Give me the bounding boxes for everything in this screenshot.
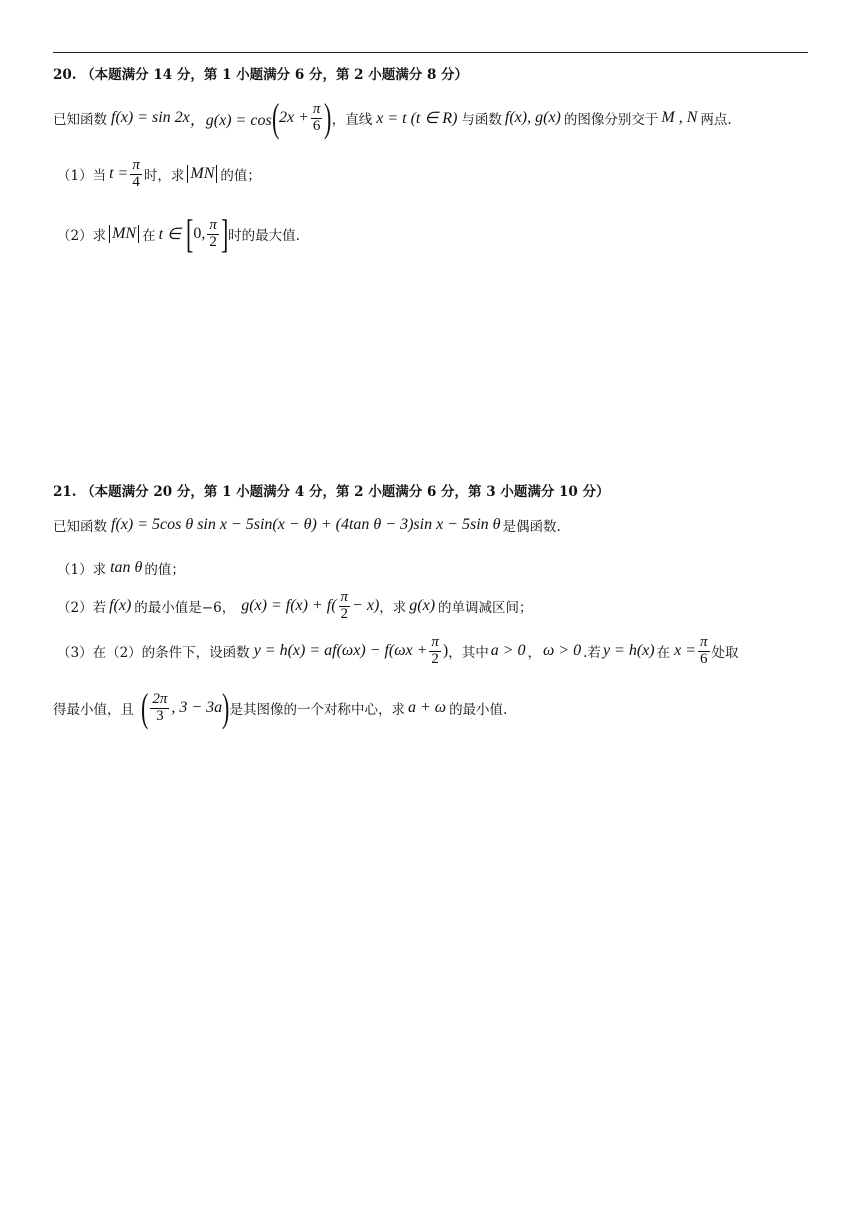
q21-part3: （3）在（2）的条件下，设函数 y = h(x) = af(ωx) − f(ωx + $\frac{\pi}{2}$ ) ，其中 a > 0 ， ω > 0 .若 y = h(x) 在 x = $\frac{\pi}{6}$ 处取 bbox=[57, 634, 739, 667]
q21-part2: （2）若 f(x) 的最小值是−6， g(x) = f(x) + f( $\frac{\pi}{2}$ − x) ，求 g(x) 的单调减区间； bbox=[57, 589, 533, 622]
q21-part3-continued: 得最小值，且 ( $\frac{2\pi}{3}$ , 3 − 3a ) 是其图像的一个对称中心，求 a + ω 的最小值. bbox=[53, 685, 508, 730]
q21-part1: （1）求 tan θ 的值； bbox=[57, 559, 185, 578]
q21-stem: 已知函数 f(x) = 5cos θ sin x − 5sin(x − θ) + (4tan θ − 3)sin x − 5sin θ 是偶函数. bbox=[53, 516, 561, 535]
q20-title: 20. （本题满分 14 分，第 1 小题满分 6 分，第 2 小题满分 8 分） bbox=[53, 67, 469, 83]
f-definition: f(x) = sin 2x bbox=[111, 109, 190, 126]
q20-part2: （2）求 MN 在 t ∈ [ 0, $\frac{\pi}{2}$ ] 时的最大值. bbox=[57, 211, 300, 256]
line-equation: x = t (t ∈ R) bbox=[376, 110, 458, 127]
q21-title: 21. （本题满分 20 分，第 1 小题满分 4 分，第 2 小题满分 6 分，第 3 小题满分 10 分） bbox=[53, 484, 610, 500]
q20-stem: 已知函数 f(x) = sin 2x ，g(x) = cos ( 2x + $\frac{\pi}{6}$ ) ，直线 x = t (t ∈ R) 与函数 f(x), g(x) 的图像分别交于 M , N 两点. bbox=[53, 95, 732, 140]
two-pi-over-three: $\frac{2\pi}{3}$ bbox=[152, 690, 168, 724]
top-rule bbox=[53, 52, 808, 53]
pi-over-six: $\frac{\pi}{6}$ bbox=[312, 100, 321, 134]
mn-abs: MN bbox=[187, 165, 217, 183]
q20-part1: （1）当 t = $\frac{\pi}{4}$ 时，求 MN 的值； bbox=[57, 157, 261, 190]
q21-f-definition: f(x) = 5cos θ sin x − 5sin(x − θ) + (4tan θ − 3)sin x − 5sin θ bbox=[111, 516, 501, 533]
g-definition-lhs: ，g(x) = cos bbox=[189, 111, 272, 129]
